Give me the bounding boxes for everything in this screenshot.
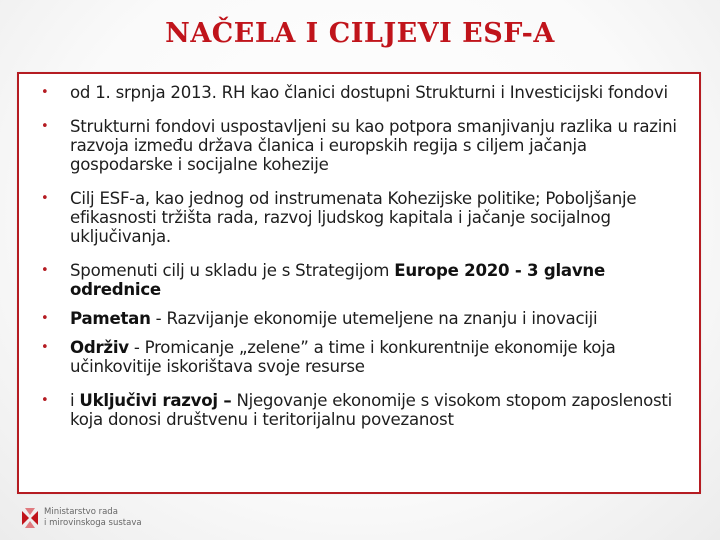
bullet-item <box>29 338 687 376</box>
bullet-dot-icon: • <box>41 119 49 134</box>
bullet-bold-text: Pametan <box>70 309 151 328</box>
bullet-text: Cilj ESF-a, kao jednog od instrumenata Kohezijske politike; Poboljšanje efikasnosti tržišta rada, razvoj ljudskog kapitala i jačanje socijalnog uključivanja. <box>70 189 637 246</box>
bullet-bold-text: Uključivi razvoj – <box>79 391 232 410</box>
bullet-item <box>29 83 687 102</box>
bullet-dot-icon: • <box>41 263 49 278</box>
bullet-text: i <box>70 391 80 410</box>
logo-line-2: i mirovinskoga sustava <box>44 518 142 528</box>
bullet-item <box>29 309 687 328</box>
bullet-dot-icon: • <box>41 340 49 355</box>
ministry-emblem-icon <box>20 507 40 529</box>
bullet-text: Strukturni fondovi uspostavljeni su kao potpora smanjivanju razlika u razini razvoja između država članica i europskih regija s ciljem jačanja gospodarske i socijalne kohezije <box>70 117 677 174</box>
bullet-bold-text: Održiv <box>70 338 129 357</box>
bullet-text: od 1. srpnja 2013. RH kao članici dostupni Strukturni i Investicijski fondovi <box>70 83 668 102</box>
bullet-text: - Razvijanje ekonomije utemeljene na znanju i inovaciji <box>150 309 598 328</box>
bullet-item <box>29 189 687 246</box>
page-title: NAČELA I CILJEVI ESF-A <box>165 18 555 49</box>
bullet-bold-text: Europe 2020 - 3 glavne odrednice <box>70 261 606 299</box>
bullet-item <box>29 117 687 174</box>
bullet-text: Spomenuti cilj u skladu je s Strategijom <box>70 261 395 280</box>
bullet-item <box>29 261 687 299</box>
bullet-text: - Promicanje „zelene” a time i konkurentnije ekonomije koja učinkovitije iskorištava svoje resurse <box>70 338 616 376</box>
bullet-dot-icon: • <box>41 393 49 408</box>
bullet-text: Njegovanje ekonomije s visokom stopom zaposlenosti koja donosi društvenu i teritorijalnu povezanost <box>70 391 673 429</box>
bullet-dot-icon: • <box>41 85 49 100</box>
content-box <box>17 72 701 494</box>
bullet-dot-icon: • <box>41 191 49 206</box>
bullet-dot-icon: • <box>41 311 49 326</box>
logo-line-1: Ministarstvo rada <box>44 507 118 517</box>
bullet-item <box>29 391 687 429</box>
bullet-list <box>19 74 699 429</box>
